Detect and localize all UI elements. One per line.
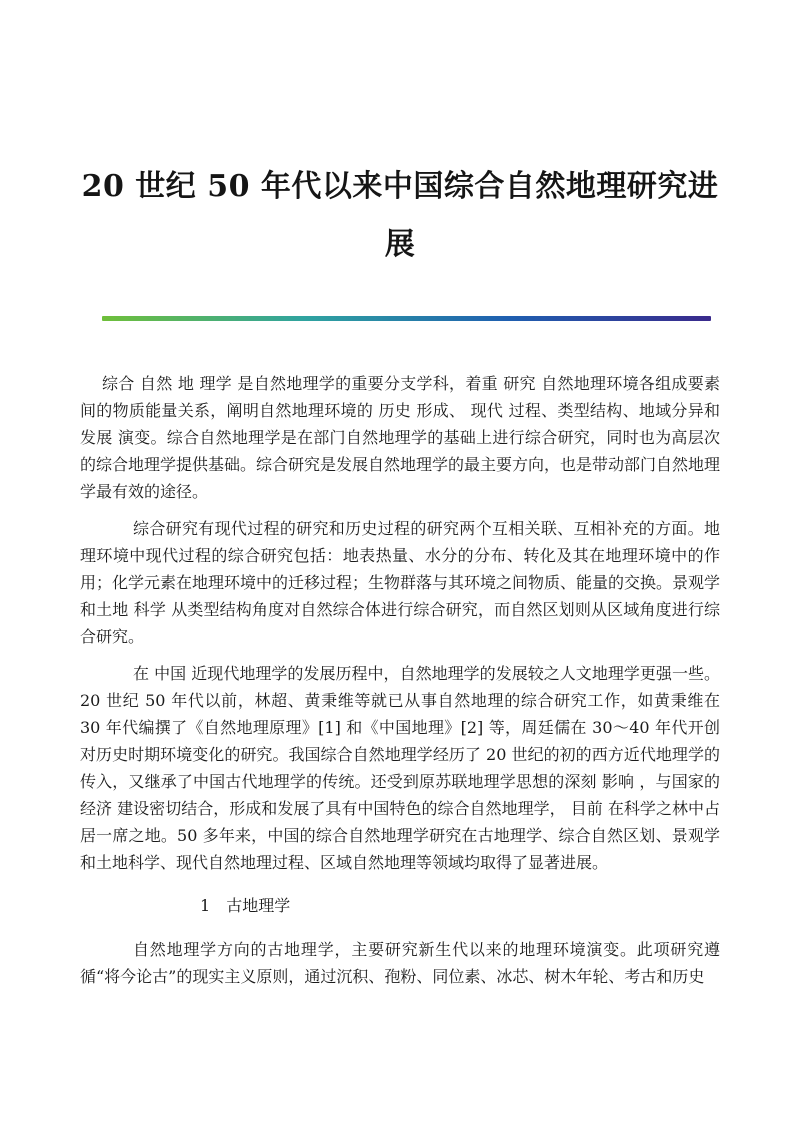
paragraph: 综合 自然 地 理学 是自然地理学的重要分支学科，着重 研究 自然地理环境各组成要素间的物质能量关系，阐明自然地理环境的 历史 形成、 现代 过程、类型结构、地域分异和 发展 演变。综合自然地理学是在部门自然地理学的基础上进行综合研究，同时也为高层次的综合地理学提供基础。综合研究是发展自然地理学的最主要方向，也是带动部门自然地理学最有效的途径。	[80, 374, 721, 501]
section-heading	[80, 884, 720, 928]
paragraph: 在 中国 近现代地理学的发展历程中，自然地理学的发展较之人文地理学更强一些。20 世纪 50 年代以前，林超、黄秉维等就已从事自然地理的综合研究工作，如黄秉维在 30 年代编撰了《自然地理原理》[1] 和《中国地理》[2] 等，周廷儒在 30～40 年代开创对历史时期环境变化的研究。我国综合自然地理学经历了 20 世纪的初的西方近代地理学的传入，又继承了中国古代地理学的传统。还受到原苏联地理学思想的深刻 影响 ，与国家的经济 建设密切结合，形成和发展了具有中国特色的综合自然地理学， 目前 在科学之林中占居一席之地。50 多年来，中国的综合自然地理学研究在古地理学、综合自然区划、景观学和土地科学、现代自然地理过程、区域自然地理等领域均取得了显著进展。	[80, 664, 720, 872]
paragraph: 自然地理学方向的古地理学，主要研究新生代以来的地理环境演变。此项研究遵循“将今论古”的现实主义原则，通过沉积、孢粉、同位素、冰芯、树木年轮、考古和历史	[80, 940, 720, 986]
section-number: 1	[200, 896, 211, 915]
section-title: 古地理学	[226, 896, 291, 915]
document-title: 20 世纪 50 年代以来中国综合自然地理研究进展	[81, 169, 719, 262]
paragraph: 综合研究有现代过程的研究和历史过程的研究两个互相关联、互相补充的方面。地理环境中现代过程的综合研究包括：地表热量、水分的分布、转化及其在地理环境中的作用；化学元素在地理环境中的迁移过程；生物群落与其环境之间物质、能量的交换。景观学和土地 科学 从类型结构角度对自然综合体进行综合研究，而自然区划则从区域角度进行综合研究。	[80, 519, 721, 646]
title-divider	[102, 316, 711, 321]
document-body	[80, 370, 720, 990]
